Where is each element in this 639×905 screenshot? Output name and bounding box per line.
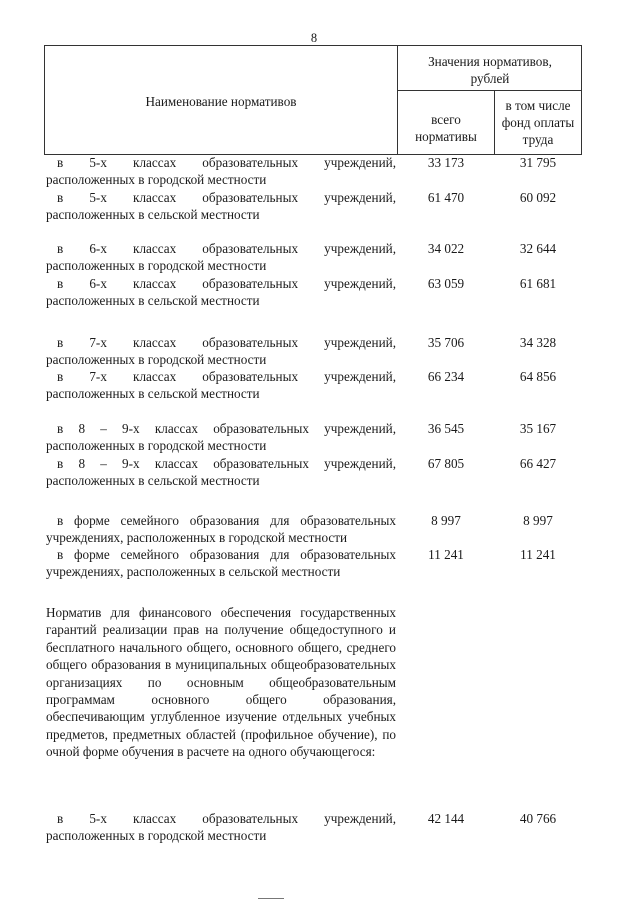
row-text: в форме семейного образования для образовательных учреждениях, расположенных в сельской местности bbox=[46, 547, 396, 580]
row-total-value: 61 470 bbox=[427, 190, 465, 205]
row-wage-value: 32 644 bbox=[519, 241, 557, 256]
row-total-value: 66 234 bbox=[427, 369, 465, 384]
header-total-column: всего нормативы bbox=[415, 112, 477, 144]
row-total-value: 35 706 bbox=[427, 335, 465, 350]
row-wage-value: 40 766 bbox=[519, 811, 557, 826]
row-text: в форме семейного образования для образовательных учреждениях, расположенных в городской местности bbox=[46, 513, 396, 546]
norm-paragraph: Норматив для финансового обеспечения государственных гарантий реализации прав на получение общедоступного и бесплатного начального общего, основного общего, среднего общего образования в муниципальных общеобразовательных организациях по основным общеобразовательным программам основного общего образования, обеспечивающим углубленное изучение отдельных учебных предметов, предметных областей (профильное обучение), по очной форме обучения в расчете на одного обучающегося: bbox=[46, 605, 396, 760]
header-name-column: Наименование нормативов bbox=[145, 94, 297, 109]
subcolumn-divider bbox=[494, 90, 495, 155]
row-text: в 8 – 9-х классах образовательных учреждений, расположенных в городской местности bbox=[46, 421, 396, 454]
row-wage-value: 60 092 bbox=[519, 190, 557, 205]
row-wage-value: 64 856 bbox=[519, 369, 557, 384]
header-wage-column: в том числе фонд оплаты труда bbox=[501, 98, 575, 147]
table-top-border bbox=[44, 45, 582, 46]
row-total-value: 33 173 bbox=[427, 155, 465, 170]
header-values-column: Значения нормативов, рублей bbox=[428, 54, 552, 86]
row-wage-value: 66 427 bbox=[519, 456, 557, 471]
row-total-value: 11 241 bbox=[428, 547, 464, 562]
page-number: 8 bbox=[310, 31, 318, 45]
row-total-value: 34 022 bbox=[427, 241, 465, 256]
row-text: в 6-х классах образовательных учреждений, расположенных в сельской местности bbox=[46, 276, 396, 309]
row-total-value: 63 059 bbox=[427, 276, 465, 291]
row-total-value: 42 144 bbox=[427, 811, 465, 826]
row-text: в 5-х классах образовательных учреждений, расположенных в городской местности bbox=[46, 155, 396, 188]
row-text: в 5-х классах образовательных учреждений, расположенных в городской местности bbox=[46, 811, 396, 844]
row-total-value: 67 805 bbox=[427, 456, 465, 471]
header-values-divider bbox=[397, 90, 582, 91]
table-right-border bbox=[581, 45, 582, 155]
row-wage-value: 11 241 bbox=[520, 547, 556, 562]
row-text: в 5-х классах образовательных учреждений, расположенных в сельской местности bbox=[46, 190, 396, 223]
row-total-value: 36 545 bbox=[427, 421, 465, 436]
row-text: в 6-х классах образовательных учреждений, расположенных в городской местности bbox=[46, 241, 396, 274]
row-wage-value: 34 328 bbox=[519, 335, 557, 350]
row-wage-value: 8 997 bbox=[523, 513, 553, 528]
scan-mark bbox=[258, 898, 284, 899]
row-text: в 7-х классах образовательных учреждений, расположенных в городской местности bbox=[46, 335, 396, 368]
row-wage-value: 31 795 bbox=[519, 155, 557, 170]
row-total-value: 8 997 bbox=[431, 513, 461, 528]
row-text: в 7-х классах образовательных учреждений, расположенных в сельской местности bbox=[46, 369, 396, 402]
name-column-divider bbox=[397, 45, 398, 155]
row-wage-value: 61 681 bbox=[519, 276, 557, 291]
row-text: в 8 – 9-х классах образовательных учреждений, расположенных в сельской местности bbox=[46, 456, 396, 489]
row-wage-value: 35 167 bbox=[519, 421, 557, 436]
